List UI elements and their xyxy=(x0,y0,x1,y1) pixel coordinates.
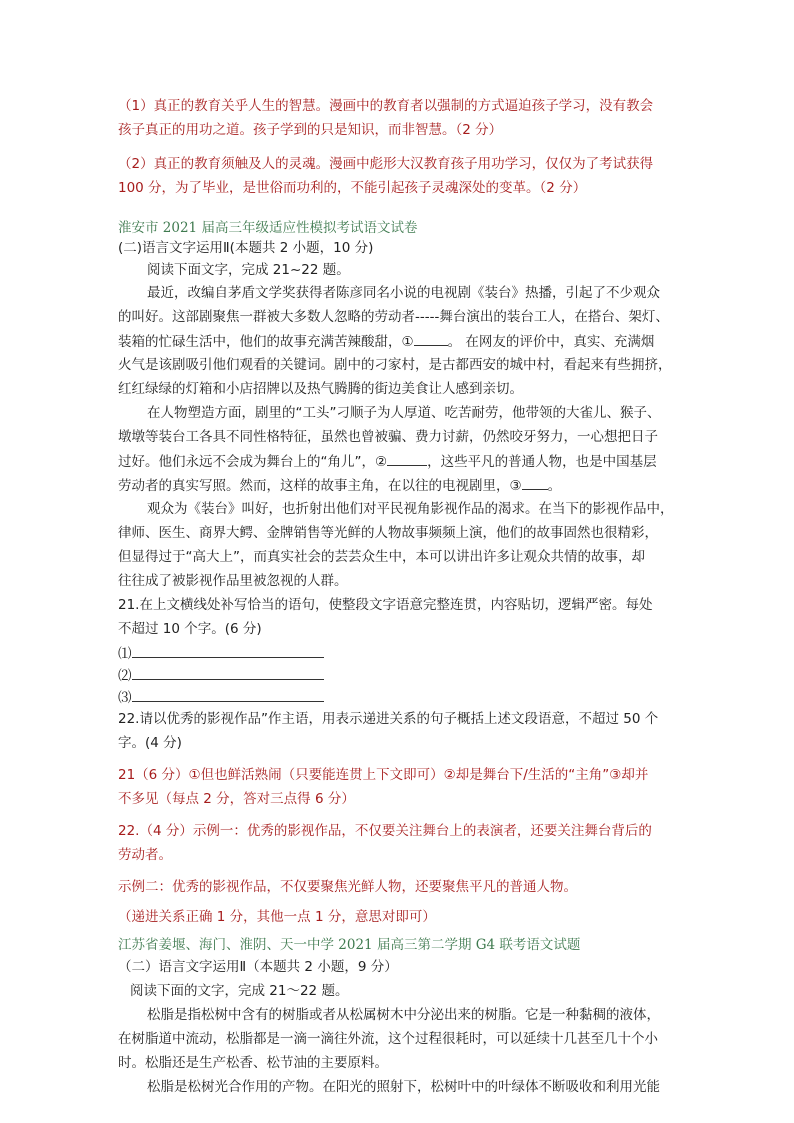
answer-22-line-2: 劳动者。 xyxy=(118,847,172,863)
blank-marker-2: ② xyxy=(375,454,388,470)
section1-intro: 阅读下面文字，完成 21~22 题。 xyxy=(147,262,350,278)
answer-22-note: （递进关系正确 1 分，其他一点 1 分，意思对即可） xyxy=(118,909,436,925)
s1-p1-line-2: 的叫好。这部剧聚焦一群被大多数人忽略的劳动者-----舞台演出的装台工人，在搭台、架灯、 xyxy=(118,309,669,325)
s2-p1-line-3: 时。松脂还是生产松香、松节油的主要原料。 xyxy=(118,1055,388,1071)
s1-p3-line-1: 观众为《装台》叫好，也折射出他们对平民视角影视作品的渴求。在当下的影视作品中， xyxy=(147,501,674,517)
s2-p2-line-1: 松脂是松树光合作用的产物。在阳光的照射下，松树叶中的叶绿体不断吸收和利用光能 xyxy=(147,1079,660,1095)
blank-marker-3: ③ xyxy=(509,478,522,494)
s1-p3-line-2: 律师、医生、商界大鳄、金牌销售等光鲜的人物故事频频上演，他们的故事固然也很精彩， xyxy=(118,525,658,541)
answer-22-example-2: 示例二：优秀的影视作品，不仅要聚焦光鲜人物，还要聚焦平凡的普通人物。 xyxy=(118,879,577,895)
s1-p2-line-1: 在人物塑造方面，剧里的“工头”刁顺子为人厚道、吃苦耐劳，他带领的大雀儿、猴子、 xyxy=(147,405,661,421)
question-21-line-2: 不超过 10 个字。(6 分) xyxy=(118,621,262,637)
answer-slot-3-label: ⑶ xyxy=(118,690,132,706)
s1-p3-line-3: 但显得过于“高大上”，而真实社会的芸芸众生中，本可以讲出许多让观众共情的故事，却 xyxy=(118,549,645,565)
fill-blank-1[interactable] xyxy=(414,331,448,346)
s1-p1-line-4: 火气是该剧吸引他们观看的关键词。剧中的刁家村，是古都西安的城中村，看起来有些拥挤， xyxy=(118,357,672,373)
s2-p1-line-2: 在树脂道中流动，松脂都是一滴一滴往外流，这个过程很耗时，可以延续十几甚至几十个小 xyxy=(118,1031,658,1047)
answer-slot-1 xyxy=(118,643,324,664)
answer-slot-2 xyxy=(118,665,324,686)
section2-heading: （二）语言文字运用Ⅱ（本题共 2 小题，9 分） xyxy=(118,959,398,975)
s1-p3-line-4: 往往成了被影视作品里被忽视的人群。 xyxy=(118,573,348,589)
s1-p2-line-3-text-b: ，这些平凡的普通人物，也是中国基层 xyxy=(427,454,657,470)
question-22-line-1: 22.请以优秀的影视作品”作主语，用表示递进关系的句子概括上述文段语意，不超过 50 个 xyxy=(118,711,659,727)
s1-p2-line-4-text-b: 。 xyxy=(547,478,562,494)
question-22-line-2: 字。(4 分) xyxy=(118,735,182,751)
answer-slot-3 xyxy=(118,687,324,708)
blank-marker-1: ① xyxy=(401,334,414,350)
section2-source: 江苏省姜堰、海门、淮阴、天一中学 2021 届高三第二学期 G4 联考语文试题 xyxy=(118,937,581,953)
s1-p1-line-5: 红红绿绿的灯箱和小店招牌以及热气腾腾的街边美食让人感到亲切。 xyxy=(118,381,523,397)
s1-p1-line-3 xyxy=(118,331,654,352)
s1-p1-line-3-text-b: 。 在网友的评价中，真实、充满烟 xyxy=(447,334,655,350)
answer-2-line-2: 100 分，为了毕业，是世俗而功利的，不能引起孩子灵魂深处的变革。（2 分） xyxy=(118,180,587,196)
section2-intro: 阅读下面的文字，完成 21～22 题。 xyxy=(130,983,349,999)
answer-21-line-2: 不多见（每点 2 分，答对三点得 6 分） xyxy=(118,791,355,807)
answer-line-2[interactable] xyxy=(132,665,324,680)
answer-line-1[interactable] xyxy=(132,643,324,658)
answer-1-line-1: （1）真正的教育关乎人生的智慧。漫画中的教育者以强制的方式逼迫孩子学习，没有教会 xyxy=(118,98,654,114)
section1-heading: (二)语言文字运用Ⅱ(本题共 2 小题，10 分) xyxy=(118,240,374,256)
question-21-line-1: 21.在上文横线处补写恰当的语句，使整段文字语意完整连贯，内容贴切，逻辑严密。每处 xyxy=(118,597,653,613)
section1-source: 淮安市 2021 届高三年级适应性模拟考试语文试卷 xyxy=(118,220,418,236)
s2-p1-line-1: 松脂是指松树中含有的树脂或者从松属树木中分泌出来的树脂。它是一种黏稠的液体， xyxy=(147,1007,660,1023)
s1-p2-line-2: 墩墩等装台工各具不同性格特征，虽然也曾被骗、费力讨薪，仍然咬牙努力，一心想把日子 xyxy=(118,429,658,445)
s1-p1-line-3-text-a: 装箱的忙碌生活中，他们的故事充满苦辣酸甜， xyxy=(118,334,402,350)
answer-21-line-1: 21（6 分）①但也鲜活熟闹（只要能连贯上下文即可）②却是舞台下/生活的“主角”③却并 xyxy=(118,767,649,783)
answer-22-line-1: 22.（4 分）示例一：优秀的影视作品，不仅要关注舞台上的表演者，还要关注舞台背后的 xyxy=(118,823,652,839)
s1-p1-line-1: 最近，改编自茅盾文学奖获得者陈彦同名小说的电视剧《装台》热播，引起了不少观众 xyxy=(147,285,660,301)
answer-slot-2-label: ⑵ xyxy=(118,668,132,684)
s1-p2-line-4-text-a: 劳动者的真实写照。然而，这样的故事主角，在以往的电视剧里， xyxy=(118,478,510,494)
s1-p2-line-3-text-a: 过好。他们永远不会成为舞台上的“角儿”， xyxy=(118,454,375,470)
s1-p2-line-3 xyxy=(118,451,657,472)
answer-2-line-1: （2）真正的教育须触及人的灵魂。漫画中彪形大汉教育孩子用功学习，仅仅为了考试获得 xyxy=(118,156,654,172)
answer-line-3[interactable] xyxy=(132,687,324,702)
answer-slot-1-label: ⑴ xyxy=(118,646,132,662)
fill-blank-3[interactable] xyxy=(522,475,548,490)
answer-1-line-2: 孩子真正的用功之道。孩子学到的只是知识，而非智慧。（2 分） xyxy=(118,122,503,138)
fill-blank-2[interactable] xyxy=(387,451,427,466)
s1-p2-line-4 xyxy=(118,475,561,496)
